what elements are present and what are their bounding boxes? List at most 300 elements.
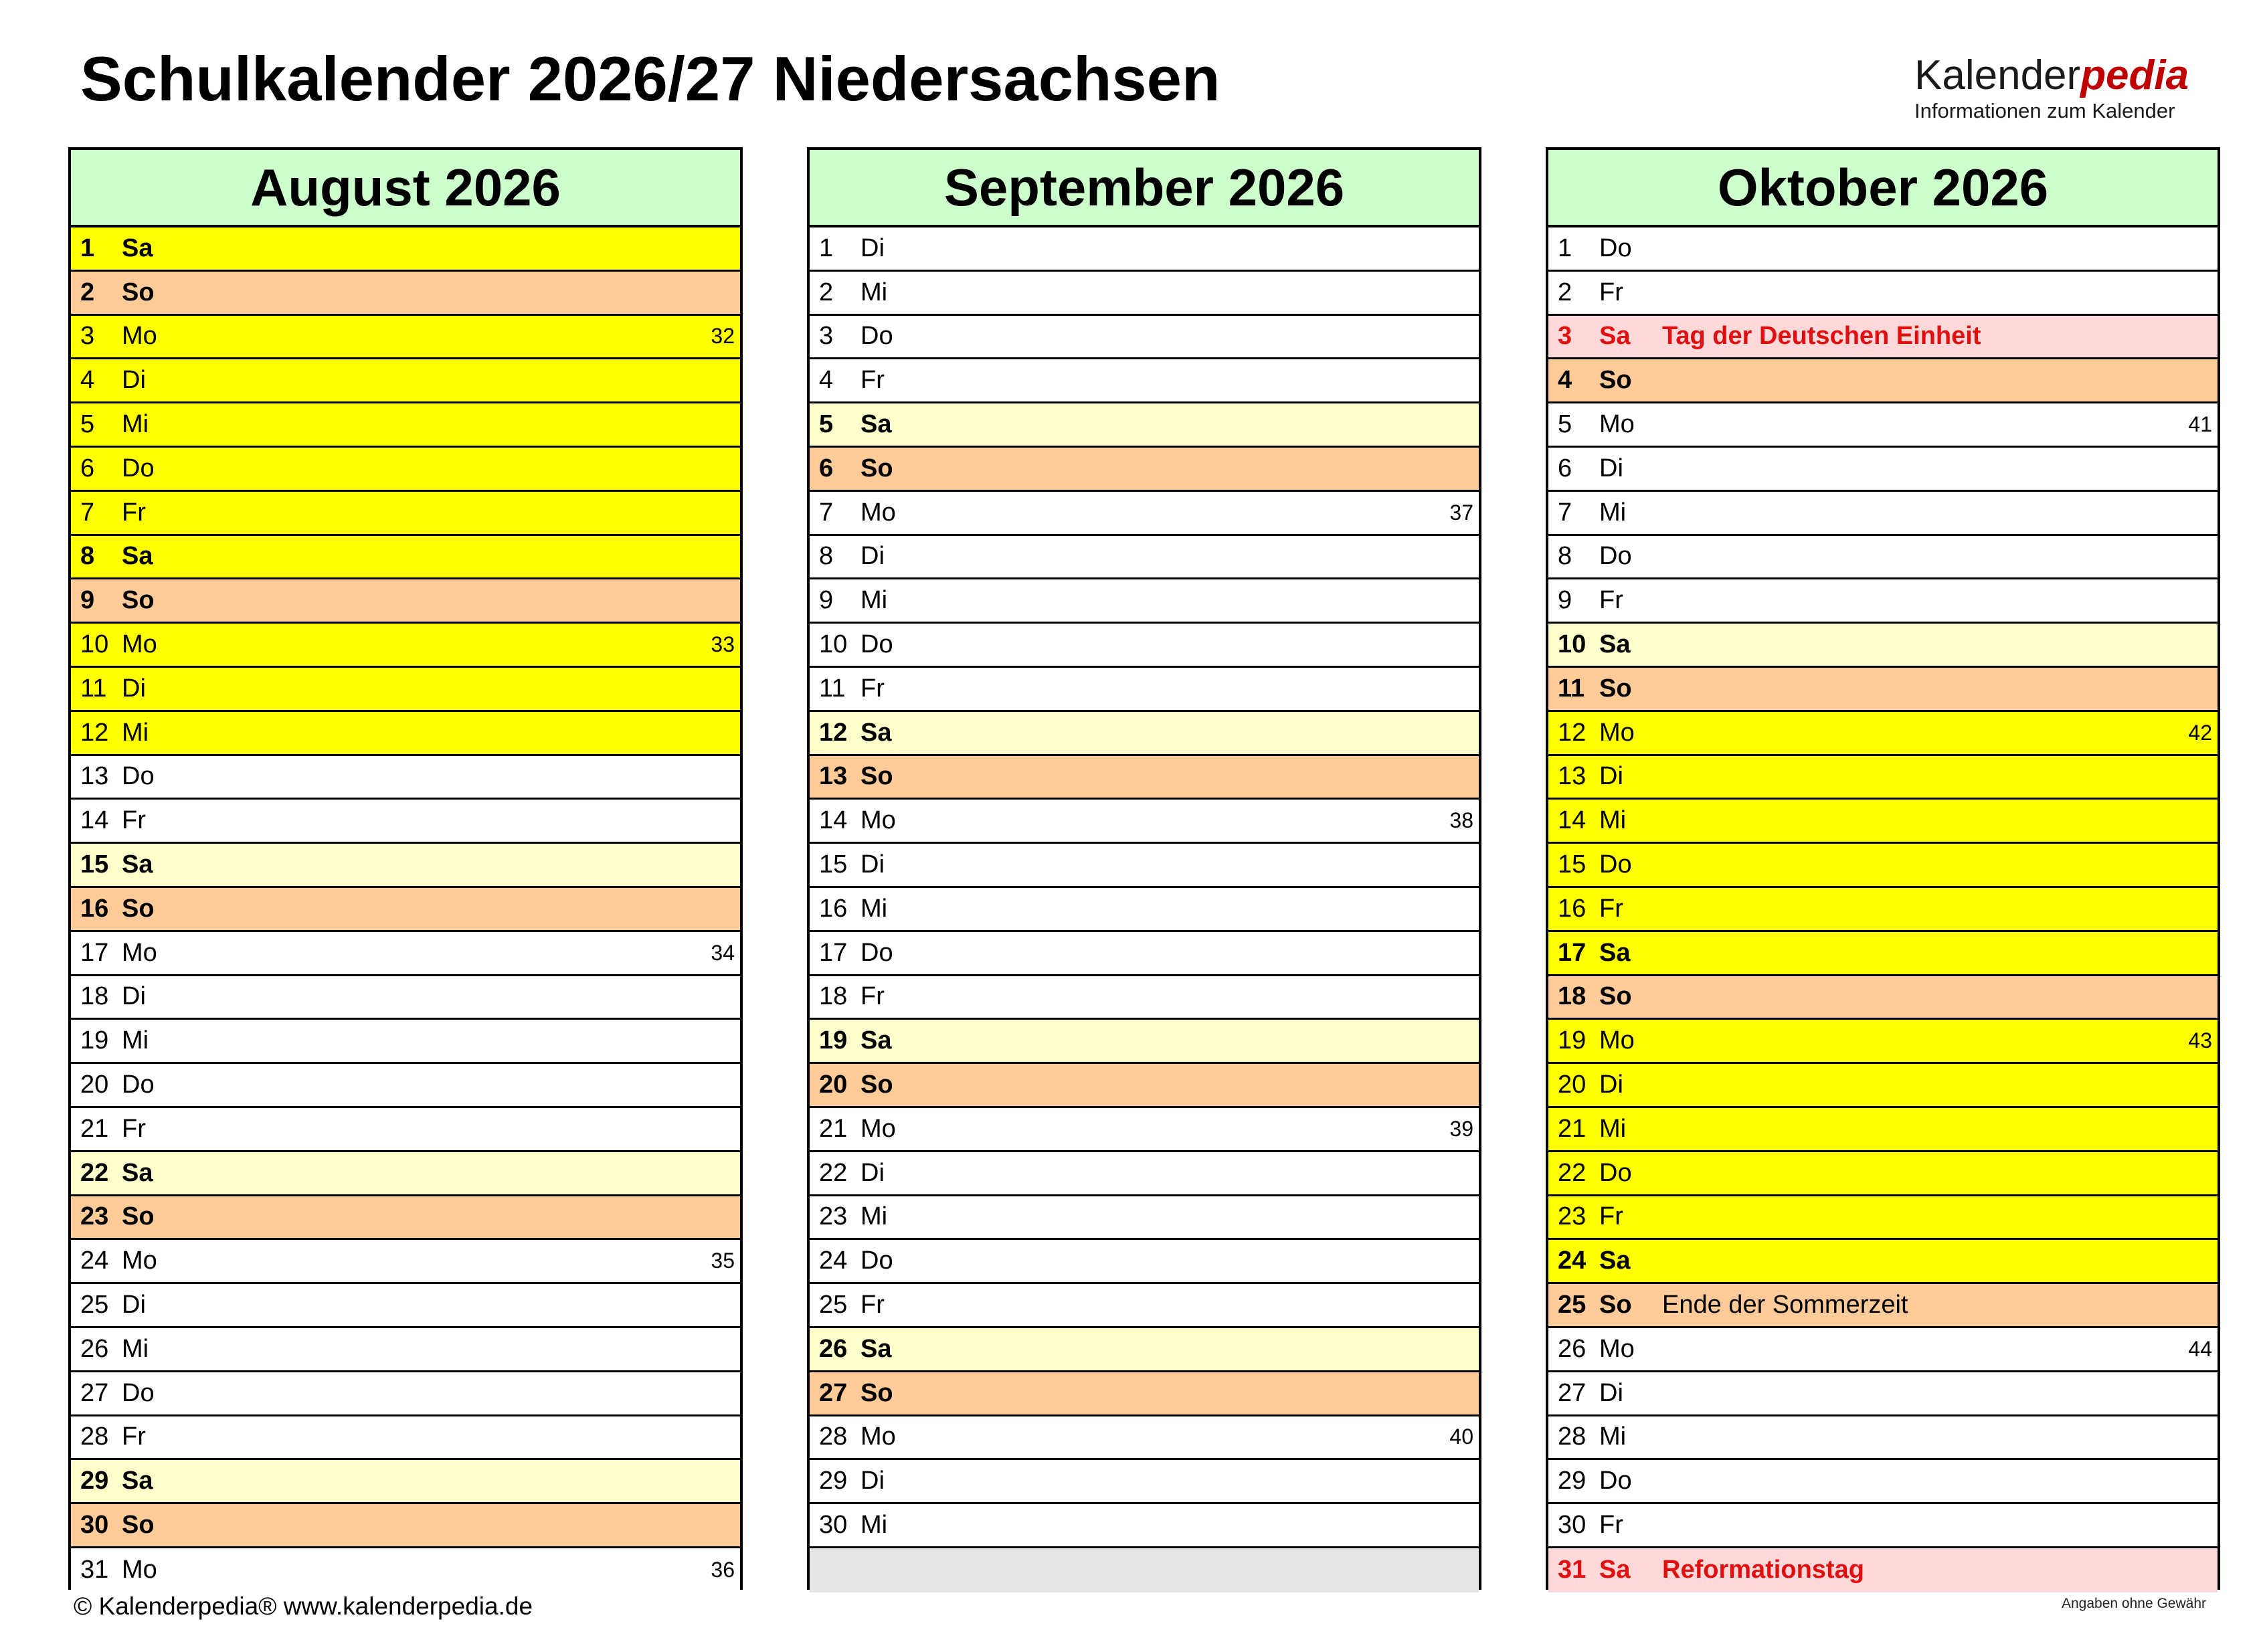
month-august xyxy=(68,147,743,1590)
weekday: Sa xyxy=(122,542,153,571)
day-number: 24 xyxy=(819,1247,848,1275)
weekday: Mo xyxy=(122,1247,157,1275)
day-number: 28 xyxy=(80,1422,109,1451)
day-number: 29 xyxy=(80,1467,109,1495)
day-number: 10 xyxy=(819,630,848,659)
day-row xyxy=(71,227,740,272)
day-number: 21 xyxy=(80,1114,109,1143)
weekday: So xyxy=(1599,366,1632,395)
day-number: 5 xyxy=(80,410,95,439)
day-number: 16 xyxy=(80,894,109,923)
day-list xyxy=(1548,227,2218,1592)
weekday: Mi xyxy=(861,278,888,306)
weekday: Mo xyxy=(122,322,157,351)
day-row xyxy=(810,448,1479,492)
day-row xyxy=(71,1548,740,1592)
weekday: So xyxy=(1599,982,1632,1011)
weekday: Fr xyxy=(861,982,885,1011)
day-number: 26 xyxy=(80,1334,109,1363)
day-row xyxy=(1548,756,2218,800)
day-list xyxy=(810,227,1479,1592)
weekday: Di xyxy=(861,1467,885,1495)
weekday: Fr xyxy=(122,806,146,835)
day-number: 17 xyxy=(1558,938,1587,967)
month-header: Oktober 2026 xyxy=(1548,150,2218,227)
day-row xyxy=(810,272,1479,316)
day-number: 17 xyxy=(819,938,848,967)
day-number: 5 xyxy=(819,410,834,439)
day-row xyxy=(810,844,1479,888)
weekday: Mo xyxy=(1599,1334,1635,1363)
weekday: Di xyxy=(1599,1071,1623,1099)
day-row xyxy=(1548,316,2218,360)
day-row xyxy=(1548,844,2218,888)
day-number: 5 xyxy=(1558,410,1572,439)
weekday: Fr xyxy=(122,1114,146,1143)
weekday: Do xyxy=(122,454,155,482)
brand-logo[interactable] xyxy=(1914,52,2209,123)
day-row xyxy=(71,448,740,492)
day-number: 2 xyxy=(819,278,834,306)
day-row xyxy=(1548,536,2218,580)
weekday: Fr xyxy=(1599,1511,1623,1539)
month-oktober xyxy=(1546,147,2220,1590)
day-row xyxy=(1548,227,2218,272)
day-number: 20 xyxy=(1558,1071,1587,1099)
weekday: Mo xyxy=(122,938,157,967)
day-number: 13 xyxy=(819,762,848,791)
weekday: Fr xyxy=(861,674,885,703)
day-row xyxy=(71,1372,740,1416)
day-number: 18 xyxy=(1558,982,1587,1011)
weekday: So xyxy=(122,1202,155,1231)
day-row xyxy=(810,1152,1479,1196)
day-row xyxy=(1548,1460,2218,1504)
weekday: Di xyxy=(861,234,885,262)
day-row xyxy=(810,976,1479,1020)
weekday: Sa xyxy=(122,850,153,879)
day-number: 23 xyxy=(80,1202,109,1231)
weekday: Di xyxy=(1599,1378,1623,1407)
day-number: 18 xyxy=(819,982,848,1011)
day-number: 22 xyxy=(80,1158,109,1187)
weekday: Do xyxy=(122,762,155,791)
weekday: So xyxy=(122,1511,155,1539)
weekday: Sa xyxy=(1599,938,1631,967)
day-row xyxy=(810,1284,1479,1328)
day-number: 12 xyxy=(80,718,109,747)
weekday: So xyxy=(122,894,155,923)
day-row xyxy=(1548,800,2218,844)
day-number: 30 xyxy=(1558,1511,1587,1539)
day-number: 29 xyxy=(819,1467,848,1495)
weekday: Mo xyxy=(122,1556,157,1584)
weekday: Do xyxy=(1599,234,1632,262)
day-row xyxy=(1548,1372,2218,1416)
weekday: Sa xyxy=(861,410,892,439)
day-row xyxy=(1548,1504,2218,1548)
day-row xyxy=(810,536,1479,580)
day-row xyxy=(1548,1416,2218,1461)
day-event: Tag der Deutschen Einheit xyxy=(1662,322,1981,351)
weekday: Mi xyxy=(861,586,888,615)
day-number: 23 xyxy=(1558,1202,1587,1231)
weekday: Sa xyxy=(1599,630,1631,659)
weekday: Fr xyxy=(1599,894,1623,923)
weekday: Fr xyxy=(861,366,885,395)
day-number: 26 xyxy=(819,1334,848,1363)
day-number: 12 xyxy=(819,718,848,747)
day-number: 3 xyxy=(80,322,95,351)
day-number: 12 xyxy=(1558,718,1587,747)
day-row xyxy=(71,668,740,712)
day-number: 19 xyxy=(80,1026,109,1055)
weekday: So xyxy=(861,1071,893,1099)
day-number: 6 xyxy=(1558,454,1572,482)
day-number: 21 xyxy=(1558,1114,1587,1143)
day-number: 16 xyxy=(1558,894,1587,923)
day-number: 4 xyxy=(819,366,834,395)
weekday: Sa xyxy=(1599,322,1631,351)
day-number: 9 xyxy=(80,586,95,615)
weekday: Do xyxy=(861,938,893,967)
day-number: 17 xyxy=(80,938,109,967)
weekday: Sa xyxy=(122,1158,153,1187)
day-row xyxy=(1548,1548,2218,1592)
brand-name: Kalenderpedia xyxy=(1914,52,2189,98)
day-number: 30 xyxy=(80,1511,109,1539)
weekday: So xyxy=(861,762,893,791)
day-row xyxy=(810,712,1479,756)
day-row xyxy=(810,1328,1479,1372)
weekday: Fr xyxy=(122,498,146,527)
day-row xyxy=(810,579,1479,624)
calendar-week: 44 xyxy=(2188,1336,2212,1361)
day-number: 21 xyxy=(819,1114,848,1143)
day-row xyxy=(71,712,740,756)
day-number: 30 xyxy=(819,1511,848,1539)
weekday: Do xyxy=(1599,1467,1632,1495)
day-number: 29 xyxy=(1558,1467,1587,1495)
day-row xyxy=(1548,932,2218,976)
weekday: Mi xyxy=(861,1202,888,1231)
weekday: Mi xyxy=(1599,1114,1627,1143)
day-row xyxy=(810,1196,1479,1241)
weekday: Fr xyxy=(122,1422,146,1451)
day-row xyxy=(1548,579,2218,624)
calendar-week: 34 xyxy=(711,940,735,965)
day-number: 26 xyxy=(1558,1334,1587,1363)
weekday: Do xyxy=(861,1247,893,1275)
weekday: Mo xyxy=(861,1422,896,1451)
calendar-week: 38 xyxy=(1449,808,1473,833)
day-row xyxy=(810,403,1479,448)
weekday: Sa xyxy=(861,718,892,747)
weekday: So xyxy=(1599,1291,1632,1319)
day-number: 28 xyxy=(1558,1422,1587,1451)
weekday: Do xyxy=(122,1071,155,1099)
weekday: Do xyxy=(861,630,893,659)
day-number: 1 xyxy=(1558,234,1572,262)
month-header: August 2026 xyxy=(71,150,740,227)
weekday: So xyxy=(861,1378,893,1407)
day-row xyxy=(71,1504,740,1548)
day-row xyxy=(1548,272,2218,316)
day-number: 19 xyxy=(1558,1026,1587,1055)
day-number: 2 xyxy=(80,278,95,306)
day-number: 20 xyxy=(819,1071,848,1099)
day-row xyxy=(71,844,740,888)
weekday: Mi xyxy=(1599,806,1627,835)
weekday: Di xyxy=(861,1158,885,1187)
day-row xyxy=(71,976,740,1020)
weekday: Sa xyxy=(122,234,153,262)
day-number: 6 xyxy=(80,454,95,482)
calendar-week: 42 xyxy=(2188,720,2212,745)
calendar-week: 41 xyxy=(2188,412,2212,437)
day-number: 1 xyxy=(80,234,95,262)
day-row xyxy=(810,624,1479,668)
weekday: Mo xyxy=(1599,410,1635,439)
calendar-week: 36 xyxy=(711,1558,735,1582)
day-row xyxy=(1548,403,2218,448)
day-row xyxy=(71,624,740,668)
footer-copyright[interactable]: © Kalenderpedia® www.kalenderpedia.de xyxy=(74,1592,533,1620)
day-list xyxy=(71,227,740,1592)
weekday: Mi xyxy=(1599,1422,1627,1451)
calendar-week: 33 xyxy=(711,632,735,657)
day-number: 27 xyxy=(819,1378,848,1407)
day-row xyxy=(810,800,1479,844)
day-number: 15 xyxy=(1558,850,1587,879)
day-row xyxy=(810,1504,1479,1548)
weekday: Mi xyxy=(122,1026,149,1055)
weekday: Di xyxy=(122,982,146,1011)
day-row xyxy=(810,1416,1479,1461)
day-row xyxy=(1548,1240,2218,1284)
weekday: Sa xyxy=(861,1026,892,1055)
day-row xyxy=(1548,976,2218,1020)
day-number: 8 xyxy=(80,542,95,571)
calendar-week: 39 xyxy=(1449,1116,1473,1141)
page-title: Schulkalender 2026/27 Niedersachsen xyxy=(80,43,1220,114)
day-number: 9 xyxy=(1558,586,1572,615)
weekday: Do xyxy=(861,322,893,351)
day-row xyxy=(71,800,740,844)
day-row xyxy=(810,932,1479,976)
weekday: Fr xyxy=(1599,586,1623,615)
weekday: Mo xyxy=(1599,1026,1635,1055)
weekday: Mo xyxy=(122,630,157,659)
weekday: Di xyxy=(122,1291,146,1319)
day-row xyxy=(71,756,740,800)
day-row xyxy=(1548,888,2218,932)
day-number: 2 xyxy=(1558,278,1572,306)
day-row xyxy=(1548,1064,2218,1108)
day-row xyxy=(1548,492,2218,536)
weekday: Do xyxy=(1599,542,1632,571)
day-row xyxy=(1548,1328,2218,1372)
day-number: 11 xyxy=(1558,674,1585,703)
calendar-week: 43 xyxy=(2188,1028,2212,1053)
weekday: Di xyxy=(122,674,146,703)
weekday: Di xyxy=(1599,454,1623,482)
day-event: Ende der Sommerzeit xyxy=(1662,1291,1908,1319)
month-header: September 2026 xyxy=(810,150,1479,227)
day-number: 13 xyxy=(1558,762,1587,791)
weekday: Do xyxy=(1599,850,1632,879)
day-number: 11 xyxy=(819,674,846,703)
day-row xyxy=(71,492,740,536)
day-number: 14 xyxy=(1558,806,1587,835)
day-row xyxy=(71,272,740,316)
day-number: 7 xyxy=(80,498,95,527)
day-row xyxy=(71,1064,740,1108)
weekday: Mi xyxy=(1599,498,1627,527)
day-row xyxy=(810,1240,1479,1284)
weekday: Fr xyxy=(1599,278,1623,306)
day-row xyxy=(71,403,740,448)
day-row xyxy=(71,1020,740,1064)
day-number: 27 xyxy=(1558,1378,1587,1407)
day-number: 3 xyxy=(819,322,834,351)
day-number: 7 xyxy=(1558,498,1572,527)
day-row xyxy=(1548,1108,2218,1152)
day-row xyxy=(71,1152,740,1196)
weekday: So xyxy=(122,278,155,306)
day-number: 14 xyxy=(80,806,109,835)
day-row xyxy=(1548,1196,2218,1241)
day-number: 24 xyxy=(80,1247,109,1275)
weekday: Mo xyxy=(861,498,896,527)
day-row xyxy=(1548,1284,2218,1328)
day-number: 24 xyxy=(1558,1247,1587,1275)
day-number: 27 xyxy=(80,1378,109,1407)
weekday: Mo xyxy=(1599,718,1635,747)
day-row xyxy=(71,316,740,360)
day-number: 31 xyxy=(1558,1556,1587,1584)
day-row xyxy=(1548,712,2218,756)
weekday: Sa xyxy=(1599,1556,1631,1584)
weekday: Mi xyxy=(122,718,149,747)
day-number: 22 xyxy=(819,1158,848,1187)
day-row xyxy=(71,1460,740,1504)
day-row xyxy=(1548,1020,2218,1064)
day-number: 25 xyxy=(1558,1291,1587,1319)
day-number: 13 xyxy=(80,762,109,791)
calendar-week: 40 xyxy=(1449,1425,1473,1449)
day-row xyxy=(71,579,740,624)
day-number: 15 xyxy=(819,850,848,879)
day-row xyxy=(810,492,1479,536)
calendar-week: 32 xyxy=(711,324,735,349)
day-row xyxy=(810,888,1479,932)
day-row xyxy=(1548,448,2218,492)
day-number: 25 xyxy=(819,1291,848,1319)
day-event: Reformationstag xyxy=(1662,1556,1864,1584)
day-row xyxy=(1548,1152,2218,1196)
calendar-week: 37 xyxy=(1449,500,1473,525)
brand-tagline: Informationen zum Kalender xyxy=(1914,99,2175,122)
day-row xyxy=(71,1196,740,1241)
day-row xyxy=(810,1064,1479,1108)
day-number: 31 xyxy=(80,1556,109,1584)
day-row xyxy=(71,1284,740,1328)
day-number: 20 xyxy=(80,1071,109,1099)
day-number: 18 xyxy=(80,982,109,1011)
weekday: Mo xyxy=(861,806,896,835)
day-row xyxy=(810,1548,1479,1592)
day-row xyxy=(71,536,740,580)
weekday: Mi xyxy=(122,410,149,439)
footer-disclaimer: Angaben ohne Gewähr xyxy=(2062,1596,2206,1611)
day-number: 8 xyxy=(819,542,834,571)
day-row xyxy=(810,668,1479,712)
weekday: Mi xyxy=(122,1334,149,1363)
day-row xyxy=(71,888,740,932)
day-number: 22 xyxy=(1558,1158,1587,1187)
month-september xyxy=(807,147,1481,1590)
day-number: 7 xyxy=(819,498,834,527)
day-row xyxy=(810,1020,1479,1064)
day-row xyxy=(71,1108,740,1152)
day-number: 3 xyxy=(1558,322,1572,351)
day-row xyxy=(810,1460,1479,1504)
weekday: Mi xyxy=(861,1511,888,1539)
day-number: 23 xyxy=(819,1202,848,1231)
weekday: Sa xyxy=(861,1334,892,1363)
weekday: Fr xyxy=(1599,1202,1623,1231)
weekday: Di xyxy=(861,542,885,571)
day-number: 10 xyxy=(80,630,109,659)
day-row xyxy=(71,932,740,976)
day-number: 25 xyxy=(80,1291,109,1319)
day-row xyxy=(71,1416,740,1461)
day-row xyxy=(810,1372,1479,1416)
day-row xyxy=(1548,359,2218,403)
day-number: 6 xyxy=(819,454,834,482)
weekday: So xyxy=(122,586,155,615)
day-number: 14 xyxy=(819,806,848,835)
day-number: 19 xyxy=(819,1026,848,1055)
weekday: Di xyxy=(861,850,885,879)
day-number: 9 xyxy=(819,586,834,615)
day-number: 1 xyxy=(819,234,834,262)
calendar-week: 35 xyxy=(711,1249,735,1273)
weekday: Di xyxy=(1599,762,1623,791)
day-row xyxy=(1548,668,2218,712)
day-number: 8 xyxy=(1558,542,1572,571)
day-number: 4 xyxy=(80,366,95,395)
day-row xyxy=(810,756,1479,800)
weekday: So xyxy=(861,454,893,482)
day-row xyxy=(1548,624,2218,668)
day-row xyxy=(810,316,1479,360)
day-row xyxy=(71,1328,740,1372)
day-number: 28 xyxy=(819,1422,848,1451)
day-number: 10 xyxy=(1558,630,1587,659)
day-number: 11 xyxy=(80,674,107,703)
day-row xyxy=(810,227,1479,272)
day-row xyxy=(810,1108,1479,1152)
weekday: Do xyxy=(122,1378,155,1407)
day-row xyxy=(71,359,740,403)
day-row xyxy=(71,1240,740,1284)
weekday: So xyxy=(1599,674,1632,703)
weekday: Di xyxy=(122,366,146,395)
day-number: 16 xyxy=(819,894,848,923)
weekday: Sa xyxy=(1599,1247,1631,1275)
